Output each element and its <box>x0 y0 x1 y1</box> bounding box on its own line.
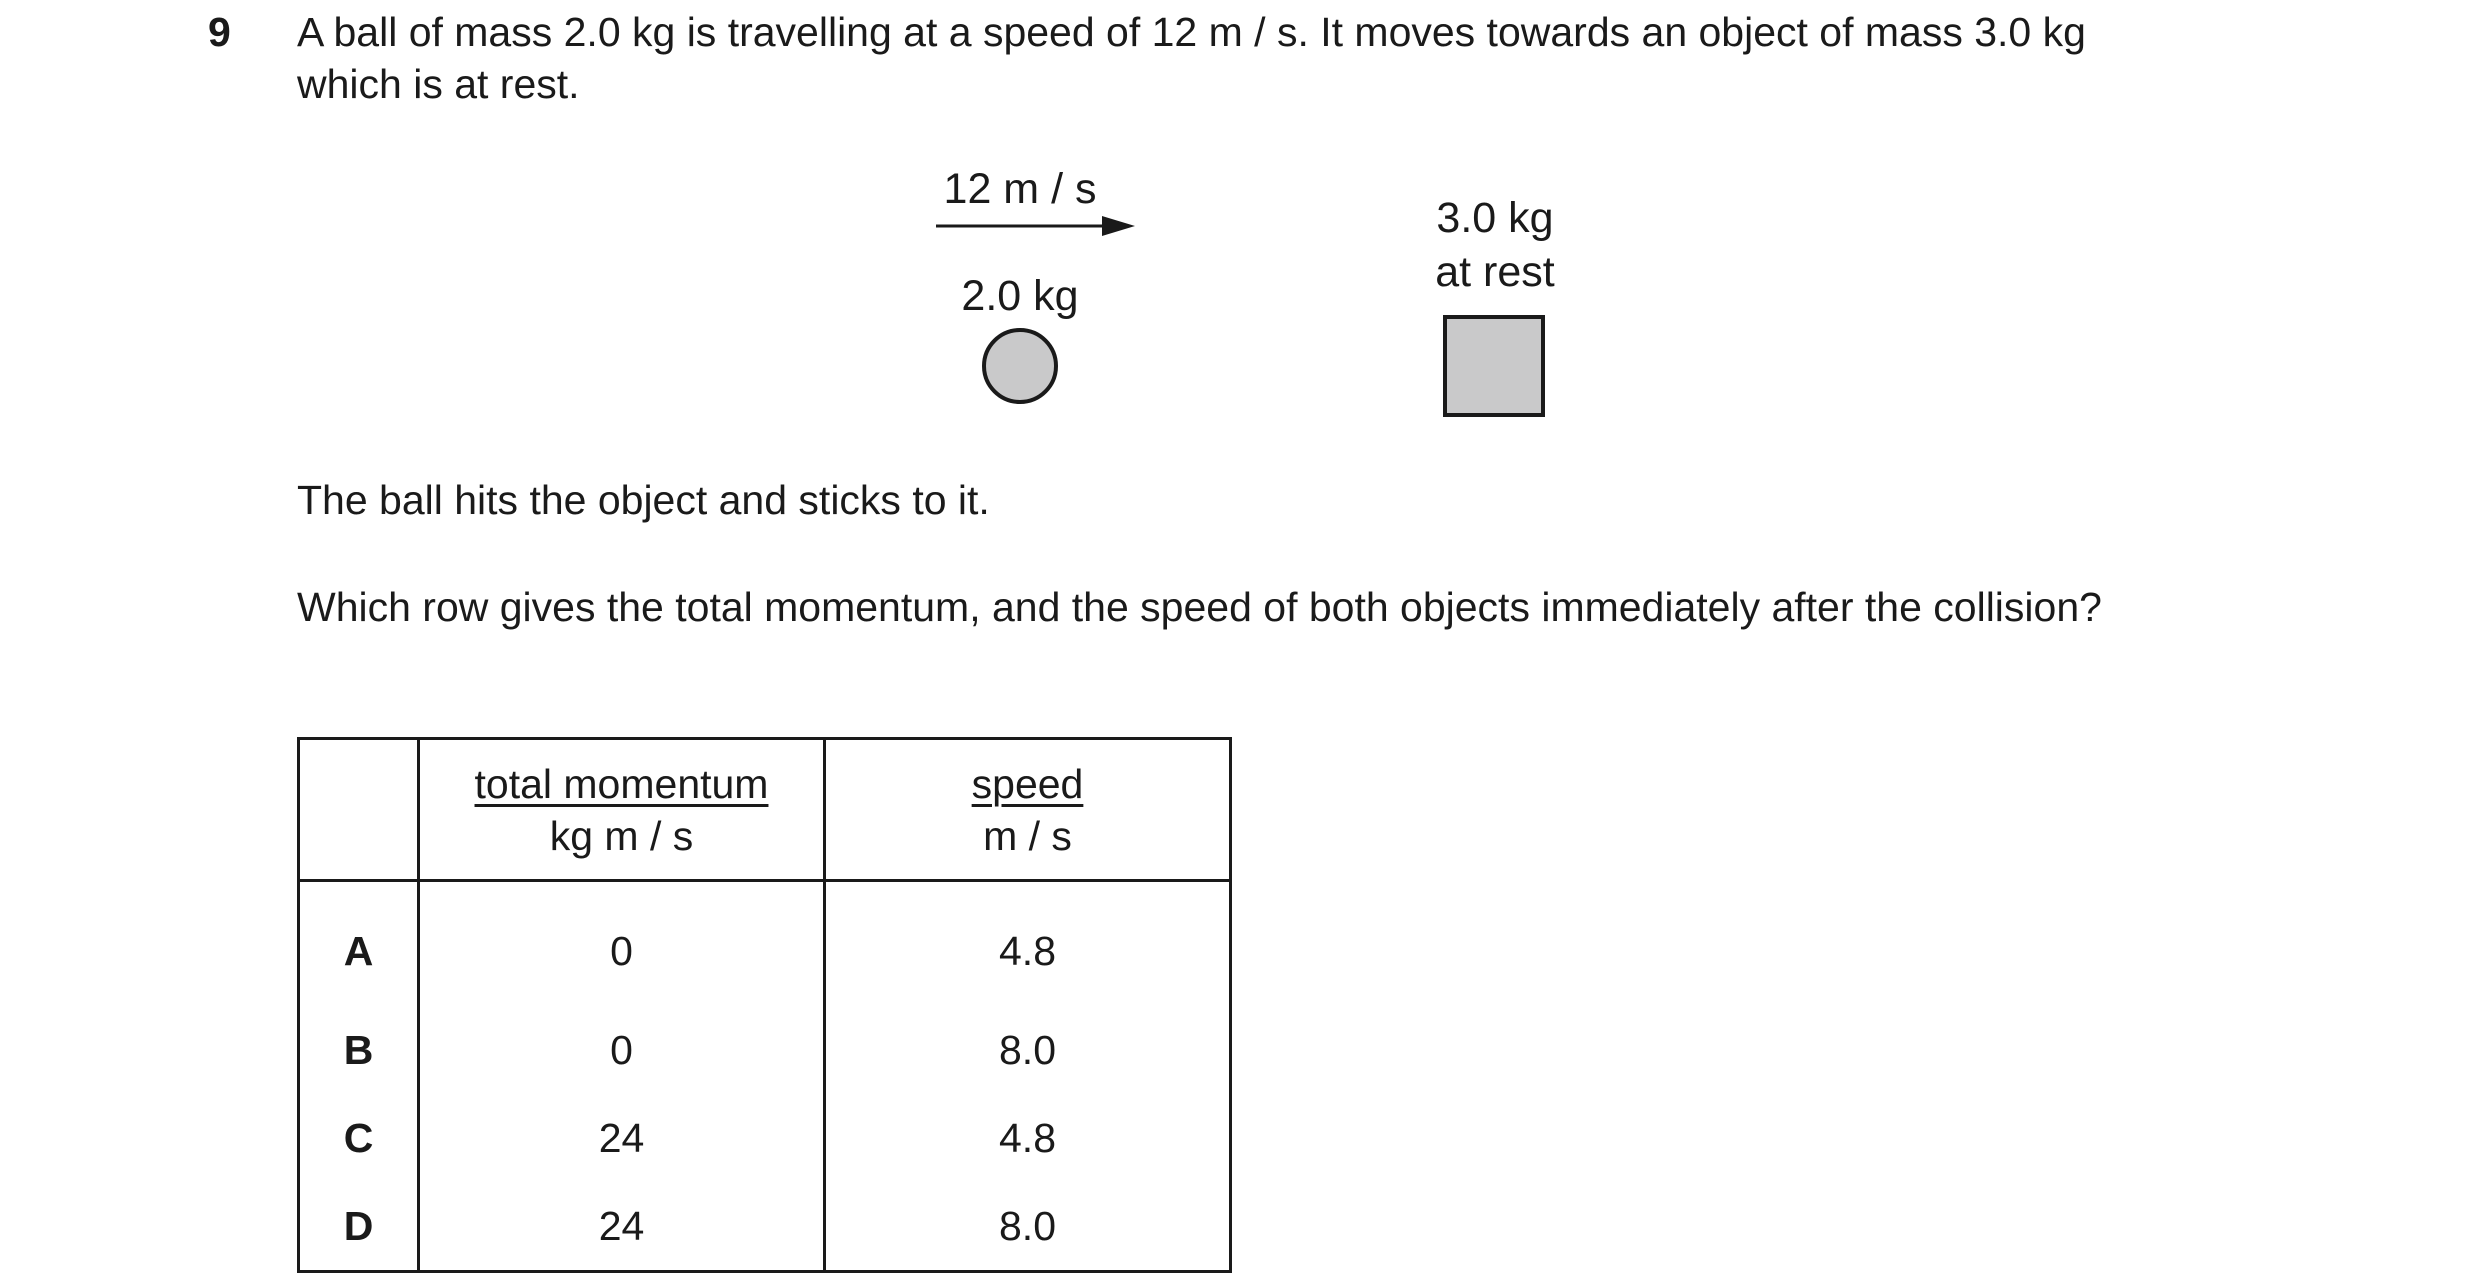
header-speed-title: speed <box>971 760 1084 807</box>
header-blank-cell <box>299 739 419 881</box>
speed-label: 12 m / s <box>943 165 1097 213</box>
option-momentum: 24 <box>419 1182 825 1272</box>
option-momentum: 24 <box>419 1094 825 1182</box>
answer-table <box>297 737 1232 1273</box>
block-mass-label: 3.0 kg <box>1436 194 1554 242</box>
option-letter: C <box>299 1094 419 1182</box>
question-stem-line-1: A ball of mass 2.0 kg is travelling at a speed of 12 m / s. It moves towards an object of mass 3.0 kg <box>297 9 2086 55</box>
option-momentum: 0 <box>419 881 825 1007</box>
option-speed: 4.8 <box>825 881 1231 1007</box>
table-row[interactable] <box>299 1094 1231 1182</box>
option-letter: B <box>299 1006 419 1094</box>
table-header-row <box>299 739 1231 881</box>
question-number: 9 <box>208 9 231 55</box>
table-row[interactable] <box>299 1182 1231 1272</box>
header-momentum-unit: kg m / s <box>549 812 694 859</box>
question-prompt: Which row gives the total momentum, and the speed of both objects immediately after the collision? <box>297 584 2102 630</box>
ball-mass-label: 2.0 kg <box>961 272 1079 320</box>
header-speed <box>825 739 1231 881</box>
block-shape <box>1445 317 1543 415</box>
header-speed-unit: m / s <box>983 812 1072 859</box>
table-row[interactable] <box>299 881 1231 1007</box>
option-speed: 8.0 <box>825 1182 1231 1272</box>
table-row[interactable] <box>299 1006 1231 1094</box>
option-letter: D <box>299 1182 419 1272</box>
ball-shape <box>984 330 1056 402</box>
option-letter: A <box>299 881 419 1007</box>
header-momentum-title: total momentum <box>474 760 769 807</box>
header-momentum <box>419 739 825 881</box>
question-stem <box>297 6 2297 110</box>
question-stem-line-2: which is at rest. <box>297 61 580 107</box>
collision-description: The ball hits the object and sticks to it. <box>297 477 990 523</box>
option-momentum: 0 <box>419 1006 825 1094</box>
option-speed: 4.8 <box>825 1094 1231 1182</box>
option-speed: 8.0 <box>825 1006 1231 1094</box>
velocity-arrow-head <box>1102 216 1135 236</box>
block-state-label: at rest <box>1435 248 1555 296</box>
